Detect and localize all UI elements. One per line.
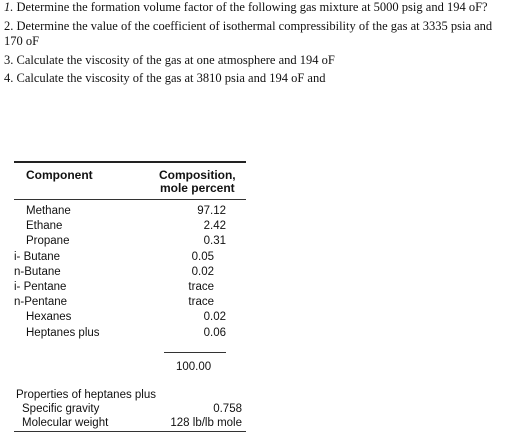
composition-value: 2.42 — [203, 220, 226, 233]
property-row-molecular-weight — [14, 416, 246, 430]
header-composition-line2: mole percent — [159, 181, 235, 195]
header-component: Component — [26, 168, 93, 182]
component-name: n-Butane — [14, 265, 61, 278]
component-name: Methane — [26, 205, 71, 217]
table-row — [14, 250, 246, 265]
composition-value: 0.06 — [203, 326, 226, 339]
composition-table — [14, 161, 246, 432]
question-list — [4, 0, 504, 87]
total-value: 100.00 — [176, 360, 212, 373]
component-name: Ethane — [26, 220, 63, 233]
table-row — [14, 204, 246, 219]
molecular-weight-value: 128 lb/lb mole — [170, 416, 242, 429]
table-row — [14, 326, 246, 341]
composition-value: 0.02 — [191, 265, 214, 278]
question-text: Determine the value of the coefficient of isothermal compressibility of the gas at 3335 psia and 170 oF — [4, 18, 493, 48]
table-row — [14, 265, 246, 280]
table-row — [14, 310, 246, 325]
heptanes-properties — [14, 388, 246, 432]
property-row-specific-gravity — [14, 402, 246, 416]
question-1 — [4, 0, 504, 16]
table-body — [14, 200, 246, 341]
composition-value: trace — [188, 280, 214, 293]
component-name: n-Pentane — [14, 296, 68, 309]
total-rule — [164, 352, 226, 353]
composition-value: 0.05 — [191, 250, 214, 263]
question-2 — [4, 19, 504, 50]
question-4 — [4, 71, 504, 87]
table-row — [14, 280, 246, 295]
composition-value: 0.31 — [203, 235, 226, 248]
component-name: i- Pentane — [14, 280, 67, 293]
question-text: Calculate the viscosity of the gas at one atmosphere and 194 oF — [13, 52, 335, 67]
question-number: 4. — [4, 71, 14, 85]
component-name: i- Butane — [14, 250, 61, 263]
specific-gravity-label: Specific gravity — [22, 402, 100, 415]
table-row — [14, 219, 246, 234]
table-row — [14, 295, 246, 310]
composition-value: trace — [188, 296, 214, 309]
question-3 — [4, 53, 504, 69]
header-composition-line1: Composition, — [158, 168, 236, 182]
question-number: 3. — [4, 52, 14, 67]
question-text: Calculate the viscosity of the gas at 3810 psia and 194 oF and — [13, 71, 326, 85]
properties-title: Properties of heptanes plus — [16, 388, 157, 401]
composition-value: 0.02 — [203, 311, 226, 324]
question-number: 1. — [4, 0, 14, 14]
component-name: Heptanes plus — [26, 326, 100, 339]
table-row — [14, 234, 246, 249]
molecular-weight-label: Molecular weight — [22, 416, 109, 429]
component-name: Propane — [26, 235, 70, 248]
header-composition — [149, 169, 246, 199]
question-number: 2. — [4, 18, 14, 33]
specific-gravity-value: 0.758 — [213, 402, 242, 415]
question-text: Determine the formation volume factor of the following gas mixture at 5000 psig and 194 oF? — [13, 0, 488, 14]
component-name: Hexanes — [26, 311, 72, 324]
composition-value: 97.12 — [197, 205, 226, 217]
table-header — [14, 163, 246, 199]
table-bottom-rule — [14, 431, 246, 432]
